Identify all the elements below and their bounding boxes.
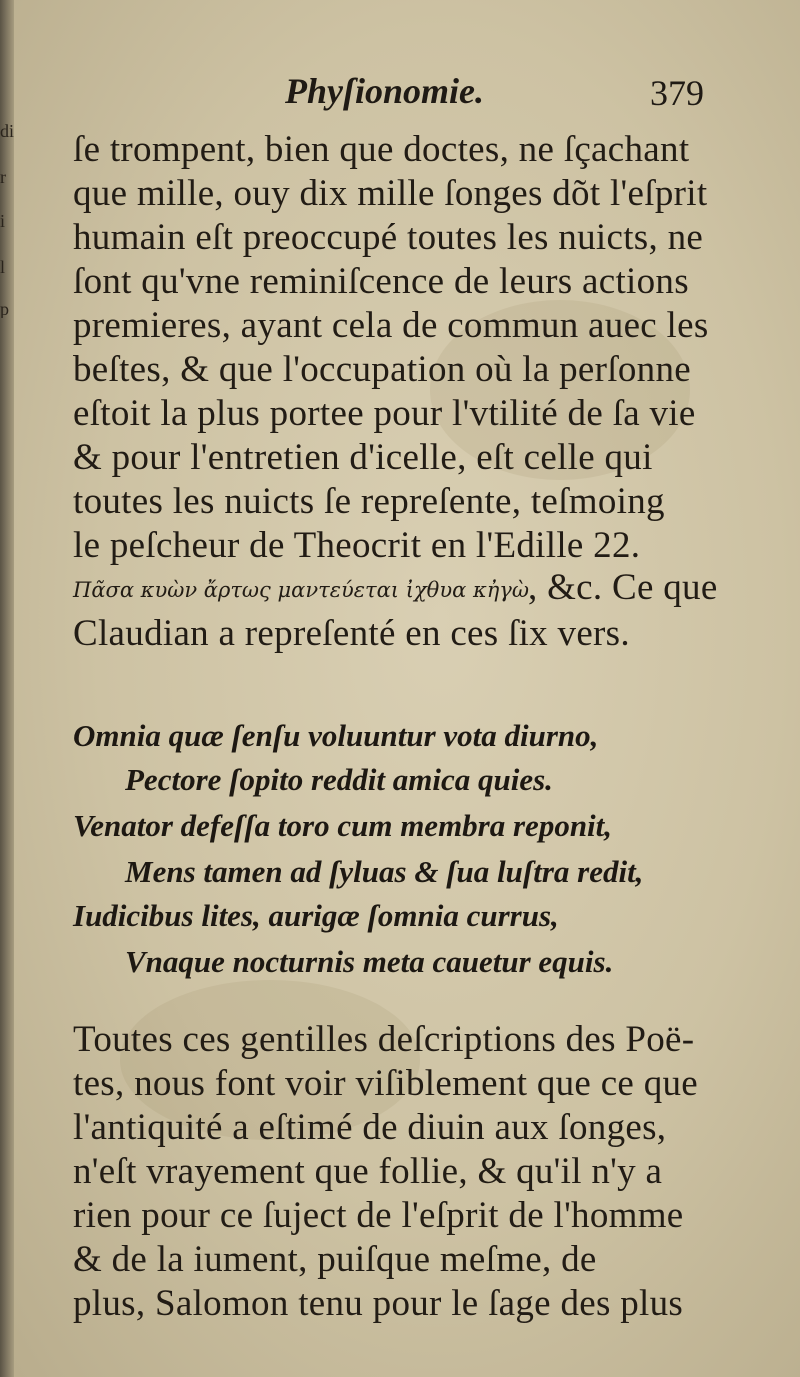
margin-bleed-text: di [0, 122, 14, 140]
verse-line: Iudicibus lites, aurigæ ſomnia currus, [73, 898, 559, 933]
verse-line: Omnia quæ ſenſu voluuntur vota diurno, [73, 718, 599, 753]
running-head: Phyſionomie. [285, 71, 484, 111]
margin-bleed-text: p [0, 300, 9, 318]
text-line: plus, Salomon tenu pour le ſage des plus [73, 1283, 684, 1324]
text-line: le peſcheur de Theocrit en l'Edille 22. [73, 525, 641, 566]
verse-line: Vnaque nocturnis meta cauetur equis. [125, 944, 614, 979]
text-line: & pour l'entretien d'icelle, eſt celle qui [73, 437, 653, 478]
margin-bleed-text: l [0, 258, 6, 276]
text-line: & de la iument, puiſque meſme, de [73, 1239, 597, 1280]
text-line: tes, nous font voir viſiblement que ce que [73, 1063, 699, 1104]
text-line: beſtes, & que l'occupation où la perſonne [73, 349, 691, 390]
text-line: que mille, ouy dix mille ſonges dõt l'eſprit [73, 173, 708, 214]
text-line: n'eſt vrayement que follie, & qu'il n'y a [73, 1151, 663, 1192]
text-line: , &c. Ce que [528, 567, 718, 608]
text-line: premieres, ayant cela de commun auec les [73, 305, 709, 346]
margin-bleed-text: r [0, 168, 6, 186]
verse-line: Venator defeſſa toro cum membra reponit, [73, 808, 613, 843]
text-line: rien pour ce ſuject de l'eſprit de l'homme [73, 1195, 684, 1236]
verse-line: Mens tamen ad ſyluas & ſua luſtra redit, [125, 854, 644, 889]
binding-gutter [0, 0, 14, 1377]
text-line: Claudian a repreſenté en ces ſix vers. [73, 613, 630, 654]
verse-line: Pectore ſopito reddit amica quies. [125, 762, 553, 797]
text-line: toutes les nuicts ſe repreſente, teſmoing [73, 481, 665, 522]
text-line: ſe trompent, bien que doctes, ne ſçachant [73, 129, 690, 170]
text-line: humain eſt preoccupé toutes les nuicts, ne [73, 217, 704, 258]
text-line: Toutes ces gentilles deſcriptions des Poë- [73, 1019, 695, 1060]
text-line: eſtoit la plus portee pour l'vtilité de ſa vie [73, 393, 696, 434]
text-line: ſont qu'vne reminiſcence de leurs actions [73, 261, 689, 302]
margin-bleed-text: i [0, 212, 6, 230]
greek-quotation: Πᾶσα κυὼν ἄρτως μαντεύεται ἰχθυα κἠγὼ [73, 578, 529, 602]
page-number: 379 [650, 73, 704, 113]
text-line: l'antiquité a eſtimé de diuin aux ſonges, [73, 1107, 667, 1148]
